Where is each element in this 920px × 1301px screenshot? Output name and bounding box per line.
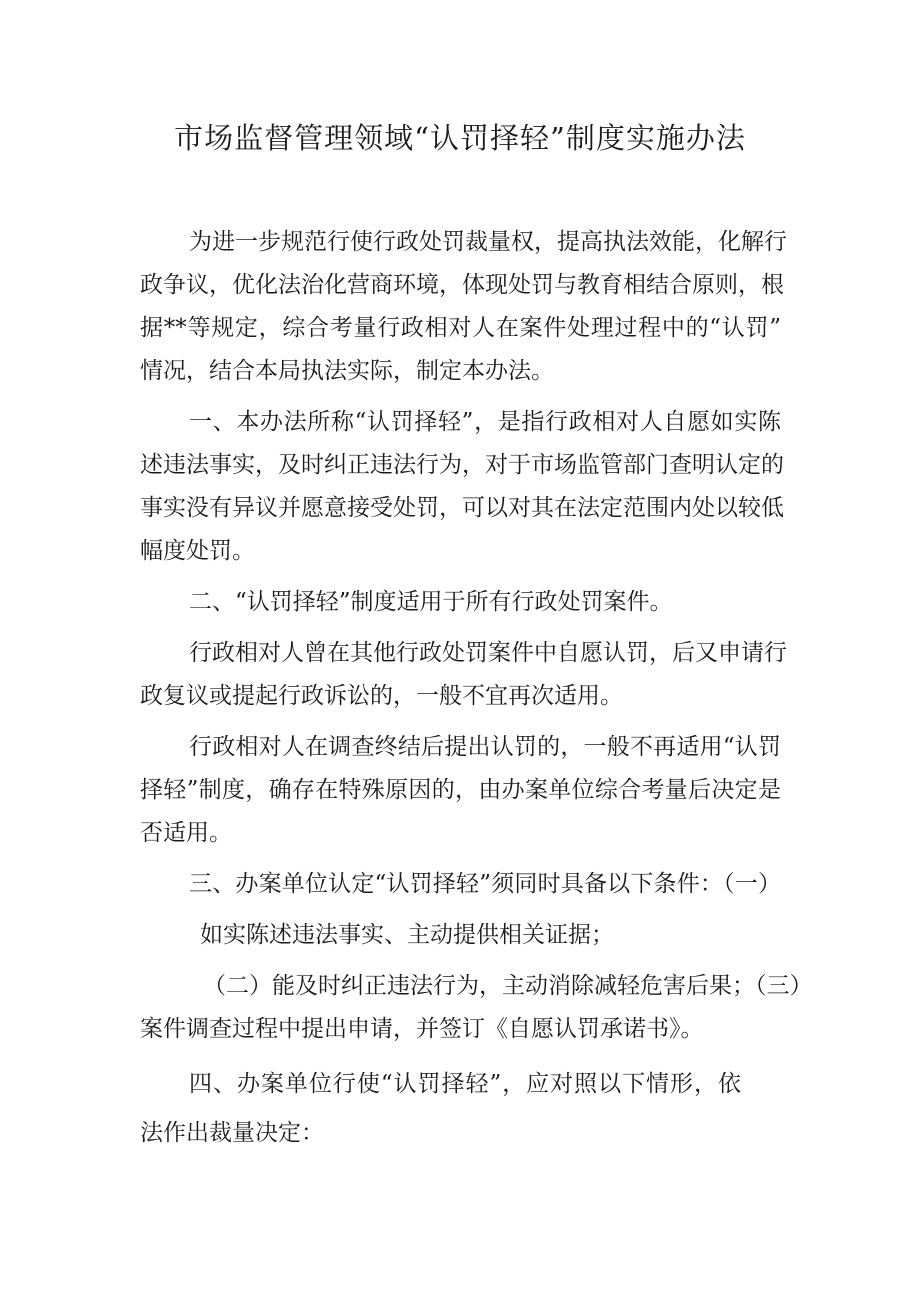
body-line: 择轻”制度，确存在特殊原因的，由办案单位综合考量后决定是 bbox=[140, 777, 781, 803]
body-line: 行政相对人曾在其他行政处罚案件中自愿认罚，后又申请行 bbox=[189, 640, 787, 666]
body-line: 述违法事实，及时纠正违法行为，对于市场监管部门查明认定的 bbox=[140, 452, 784, 478]
body-line: 政争议，优化法治化营商环境，体现处罚与教育相结合原则，根 bbox=[140, 272, 784, 298]
document-title: 市场监督管理领域“认罚择轻”制度实施办法 bbox=[174, 121, 746, 155]
body-line: 事实没有异议并愿意接受处罚，可以对其在法定范围内处以较低 bbox=[140, 495, 784, 521]
body-line: 二、“认罚择轻”制度适用于所有行政处罚案件。 bbox=[189, 589, 673, 615]
body-line: 否适用。 bbox=[140, 820, 232, 846]
body-line: 政复议或提起行政诉讼的，一般不宜再次适用。 bbox=[140, 683, 623, 709]
body-line: （二）能及时纠正违法行为，主动消除减轻危害后果；（三） bbox=[203, 973, 813, 999]
body-line: 案件调查过程中提出申请，并签订《自愿认罚承诺书》。 bbox=[140, 1016, 704, 1042]
body-line: 一、本办法所称“认罚择轻”，是指行政相对人自愿如实陈 bbox=[189, 409, 781, 435]
body-line: 据**等规定，综合考量行政相对人在案件处理过程中的“认罚” bbox=[140, 315, 781, 341]
body-line: 法作出裁量决定： bbox=[140, 1120, 324, 1146]
body-line: 为进一步规范行使行政处罚裁量权，提高执法效能，化解行 bbox=[189, 229, 787, 255]
body-line: 四、办案单位行使“认罚择轻”，应对照以下情形，依 bbox=[189, 1071, 741, 1097]
body-line: 幅度处罚。 bbox=[140, 538, 255, 564]
body-line: 如实陈述违法事实、主动提供相关证据； bbox=[200, 922, 614, 948]
body-line: 三、办案单位认定“认罚择轻”须同时具备以下条件：（一） bbox=[189, 871, 781, 897]
body-line: 情况，结合本局执法实际，制定本办法。 bbox=[140, 358, 554, 384]
body-line: 行政相对人在调查终结后提出认罚的，一般不再适用“认罚 bbox=[189, 734, 781, 760]
